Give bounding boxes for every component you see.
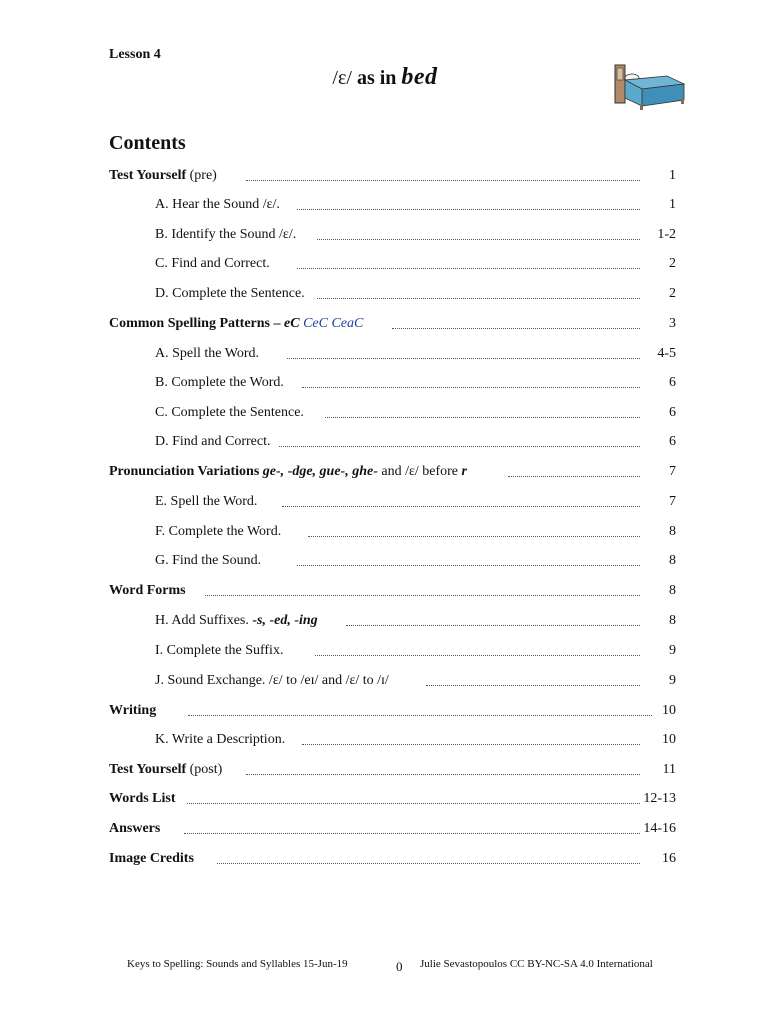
toc-page: 6 <box>669 434 676 449</box>
toc-page: 1 <box>669 197 676 212</box>
toc-row[interactable] <box>0 432 770 454</box>
toc-leader <box>325 417 640 418</box>
toc-row[interactable] <box>0 166 770 188</box>
toc-row[interactable] <box>0 284 770 306</box>
toc-label: A. Spell the Word. <box>155 346 259 361</box>
toc-row[interactable] <box>0 789 770 811</box>
toc-page: 9 <box>669 673 676 688</box>
toc-label: C. Find and Correct. <box>155 256 270 271</box>
toc-leader <box>317 239 640 240</box>
toc-label: Word Forms <box>109 583 186 598</box>
toc-label: Writing <box>109 703 157 718</box>
toc-label: J. Sound Exchange. /ɛ/ to /eɪ/ and /ɛ/ to /ɪ/ <box>155 673 389 688</box>
toc-leader <box>346 625 640 626</box>
toc-label: G. Find the Sound. <box>155 553 262 568</box>
toc-row[interactable] <box>0 671 770 693</box>
bed-illustration-icon <box>612 62 687 112</box>
toc-row[interactable] <box>0 195 770 217</box>
toc-page: 8 <box>669 524 676 539</box>
toc-page: 8 <box>669 583 676 598</box>
toc-page: 12-13 <box>643 791 676 806</box>
toc-page: 10 <box>662 732 676 747</box>
toc-page: 6 <box>669 405 676 420</box>
toc-page: 16 <box>662 851 676 866</box>
toc-page: 9 <box>669 643 676 658</box>
toc-row[interactable] <box>0 314 770 336</box>
toc-leader <box>302 744 640 745</box>
toc-page: 7 <box>669 464 676 479</box>
toc-page: 10 <box>662 703 676 718</box>
toc-label: H. Add Suffixes. -s, -ed, -ing <box>155 613 318 628</box>
toc-leader <box>426 685 640 686</box>
toc-row[interactable] <box>0 611 770 633</box>
toc-label: A. Hear the Sound /ɛ/. <box>155 197 280 212</box>
toc-row[interactable] <box>0 462 770 484</box>
toc-label: D. Complete the Sentence. <box>155 286 305 301</box>
toc-page: 2 <box>669 286 676 301</box>
toc-leader <box>287 358 640 359</box>
toc-page: 8 <box>669 553 676 568</box>
toc-page: 4-5 <box>657 346 676 361</box>
toc-label: C. Complete the Sentence. <box>155 405 304 420</box>
toc-leader <box>297 268 640 269</box>
toc-page: 11 <box>662 762 676 777</box>
toc-page: 2 <box>669 256 676 271</box>
toc-row[interactable] <box>0 373 770 395</box>
toc-row[interactable] <box>0 701 770 723</box>
toc-row[interactable] <box>0 849 770 871</box>
toc-row[interactable] <box>0 522 770 544</box>
toc-page: 8 <box>669 613 676 628</box>
title-as-in: as in <box>356 67 397 89</box>
toc-page: 1 <box>669 168 676 183</box>
toc-label: Image Credits <box>109 851 194 866</box>
toc-label: Test Yourself (post) <box>109 762 223 777</box>
toc-label: B. Complete the Word. <box>155 375 284 390</box>
footer-right: Julie Sevastopoulos CC BY-NC-SA 4.0 International <box>420 958 653 970</box>
toc-leader <box>246 180 640 181</box>
toc-leader <box>279 446 640 447</box>
toc-leader <box>188 715 652 716</box>
toc-label: Pronunciation Variations ge-, -dge, gue-, ghe- and /ɛ/ before r <box>109 464 467 479</box>
toc-page: 7 <box>669 494 676 509</box>
toc-leader <box>297 565 640 566</box>
toc-leader <box>246 774 640 775</box>
toc-leader <box>315 655 640 656</box>
toc-row[interactable] <box>0 760 770 782</box>
contents-heading: Contents <box>109 132 186 154</box>
toc-leader <box>217 863 640 864</box>
toc-leader <box>317 298 640 299</box>
toc-row[interactable] <box>0 819 770 841</box>
toc-row[interactable] <box>0 492 770 514</box>
toc-leader <box>302 387 640 388</box>
toc-leader <box>184 833 640 834</box>
toc-row[interactable] <box>0 344 770 366</box>
toc-leader <box>282 506 640 507</box>
toc-row[interactable] <box>0 225 770 247</box>
toc-label: Test Yourself (pre) <box>109 168 217 183</box>
lesson-label: Lesson 4 <box>109 47 161 62</box>
toc-page: 14-16 <box>643 821 676 836</box>
footer-left: Keys to Spelling: Sounds and Syllables 15-Jun-19 <box>127 958 348 970</box>
toc-label: Words List <box>109 791 176 806</box>
toc-label: Answers <box>109 821 161 836</box>
toc-label: Common Spelling Patterns – eC CeC CeaC <box>109 316 364 331</box>
toc-label: E. Spell the Word. <box>155 494 258 509</box>
toc-row[interactable] <box>0 403 770 425</box>
toc-row[interactable] <box>0 581 770 603</box>
toc-leader <box>297 209 640 210</box>
toc-label: B. Identify the Sound /ɛ/. <box>155 227 297 242</box>
toc-leader <box>392 328 640 329</box>
toc-page: 3 <box>669 316 676 331</box>
toc-page: 6 <box>669 375 676 390</box>
toc-leader <box>508 476 640 477</box>
toc-row[interactable] <box>0 641 770 663</box>
title-word: bed <box>401 64 438 90</box>
toc-row[interactable] <box>0 551 770 573</box>
toc-page: 1-2 <box>657 227 676 242</box>
footer-page-number: 0 <box>396 959 403 974</box>
toc-label: D. Find and Correct. <box>155 434 271 449</box>
toc-row[interactable] <box>0 730 770 752</box>
toc-label: K. Write a Description. <box>155 732 286 747</box>
toc-label: I. Complete the Suffix. <box>155 643 284 658</box>
toc-label: F. Complete the Word. <box>155 524 282 539</box>
toc-leader <box>205 595 640 596</box>
toc-leader <box>308 536 640 537</box>
toc-row[interactable] <box>0 254 770 276</box>
toc-leader <box>187 803 640 804</box>
title-symbol: /ɛ/ <box>332 67 352 89</box>
